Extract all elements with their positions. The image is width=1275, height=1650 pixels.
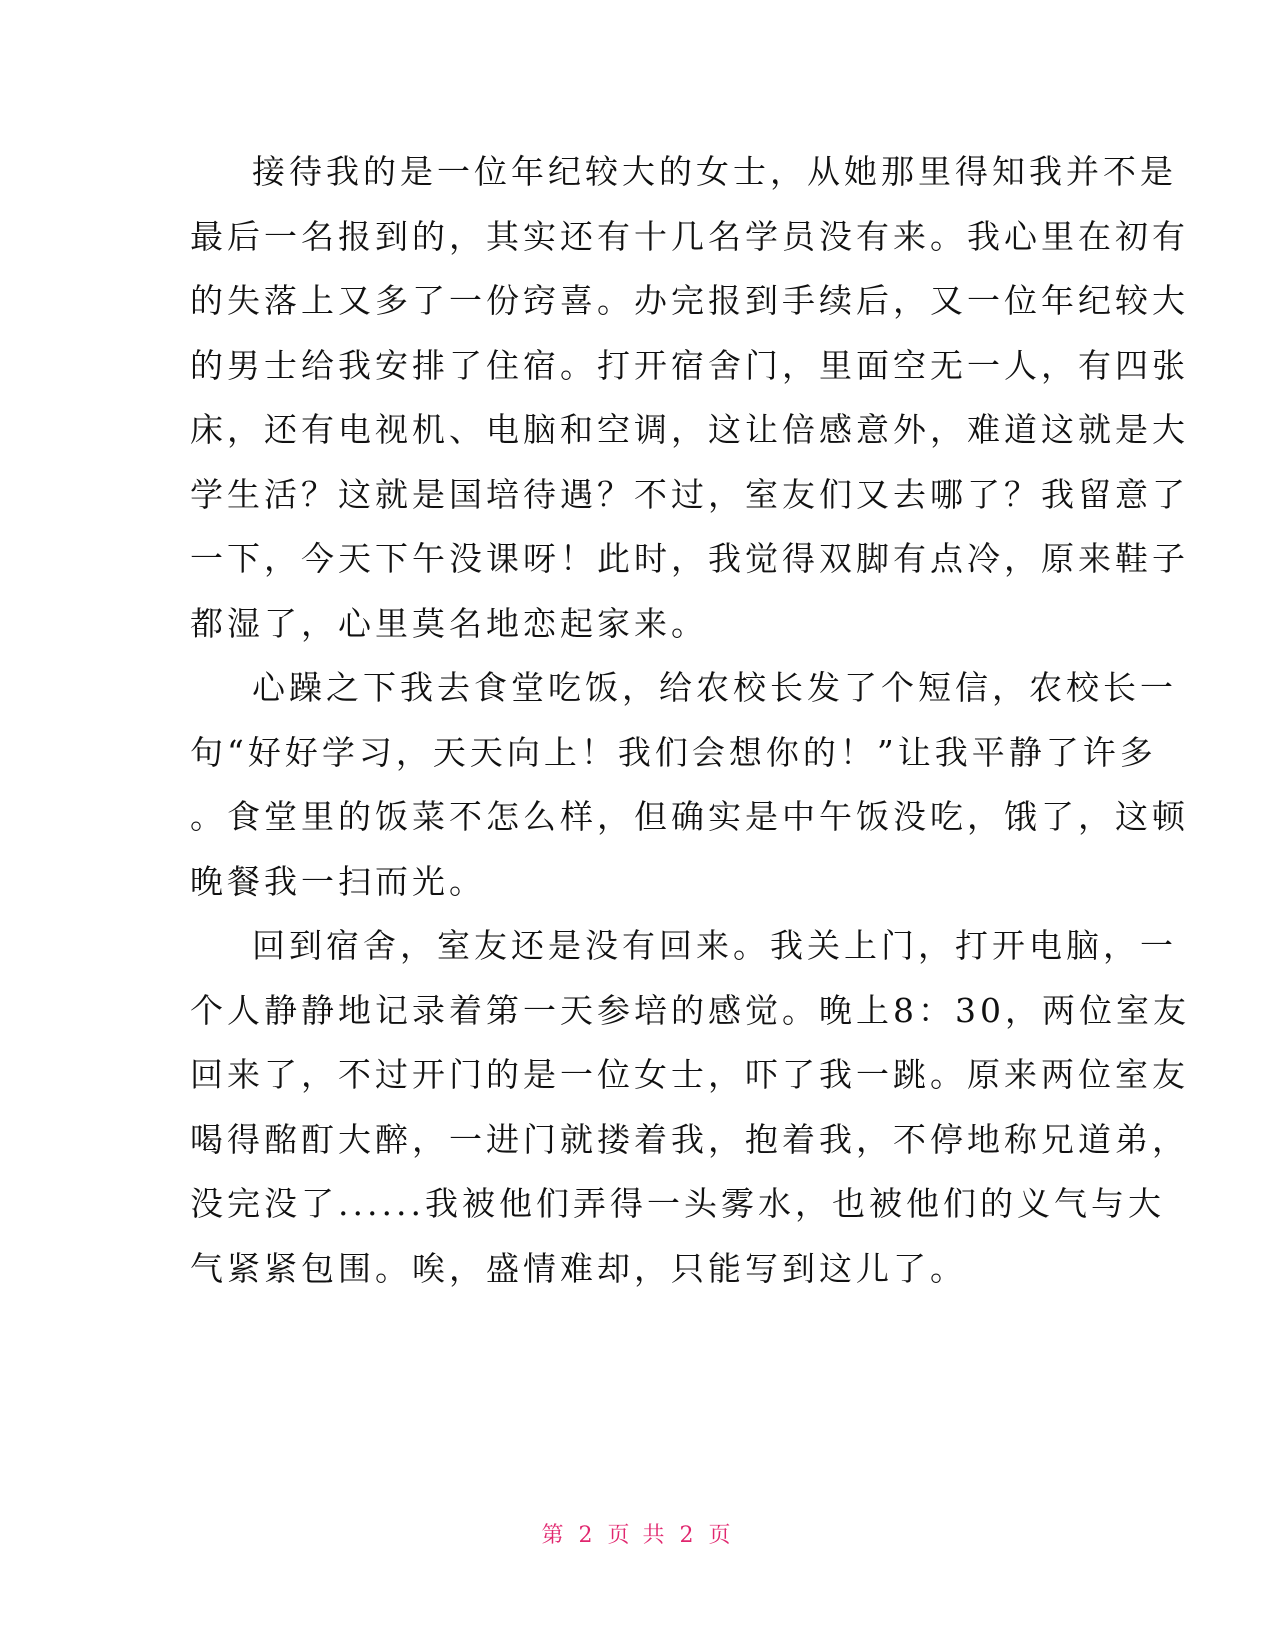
footer-prefix: 第 — [541, 1523, 567, 1548]
footer-total-pages: 2 — [679, 1523, 697, 1548]
text-line: 床，还有电视机、电脑和空调，这让倍感意外，难道这就是大 — [190, 410, 1189, 449]
paragraph-1 — [190, 140, 1189, 656]
text-line: 学生活？这就是国培待遇？不过，室友们又去哪了？我留意了 — [190, 474, 1189, 514]
page-footer — [0, 1518, 1275, 1549]
text-line: 喝得酩酊大醉，一进门就搂着我，抱着我，不停地称兄道弟， — [190, 1119, 1189, 1159]
text-line: 心躁之下我去食堂吃饭，给农校长发了个短信，农校长一 — [252, 668, 1177, 707]
document-body — [190, 140, 1190, 1301]
text-line: 接待我的是一位年纪较大的女士，从她那里得知我并不是 — [252, 152, 1177, 191]
text-line: 的失落上又多了一份窍喜。办完报到手续后，又一位年纪较大 — [190, 281, 1189, 320]
text-line: 最后一名报到的，其实还有十几名学员没有来。我心里在初有 — [190, 216, 1189, 256]
paragraph-2 — [190, 656, 1189, 914]
text-line: 没完没了......我被他们弄得一头雾水，也被他们的义气与大 — [190, 1184, 1165, 1223]
text-line: 气紧紧包围。唉，盛情难却，只能写到这儿了。 — [190, 1248, 967, 1288]
text-line: 回来了，不过开门的是一位女士，吓了我一跳。原来两位室友 — [190, 1055, 1189, 1094]
footer-suffix: 页 — [708, 1523, 734, 1548]
footer-current-page: 2 — [578, 1523, 596, 1548]
text-line: 都湿了，心里莫名地恋起家来。 — [190, 603, 708, 643]
text-line: 回到宿舍，室友还是没有回来。我关上门，打开电脑，一 — [252, 926, 1177, 965]
text-line: 。食堂里的饭菜不怎么样，但确实是中午饭没吃，饿了，这顿 — [190, 797, 1189, 836]
text-line: 一下，今天下午没课呀！此时，我觉得双脚有点冷，原来鞋子 — [190, 539, 1189, 578]
text-line: 个人静静地记录着第一天参培的感觉。晚上8：30，两位室友 — [190, 990, 1190, 1030]
text-line: 晚餐我一扫而光。 — [190, 861, 486, 901]
text-line: 的男士给我安排了住宿。打开宿舍门，里面空无一人，有四张 — [190, 345, 1189, 385]
text-line: 句“好好学习，天天向上！我们会想你的！”让我平静了许多 — [190, 732, 1157, 772]
paragraph-3 — [190, 914, 1190, 1301]
footer-middle: 页 共 — [607, 1523, 668, 1548]
